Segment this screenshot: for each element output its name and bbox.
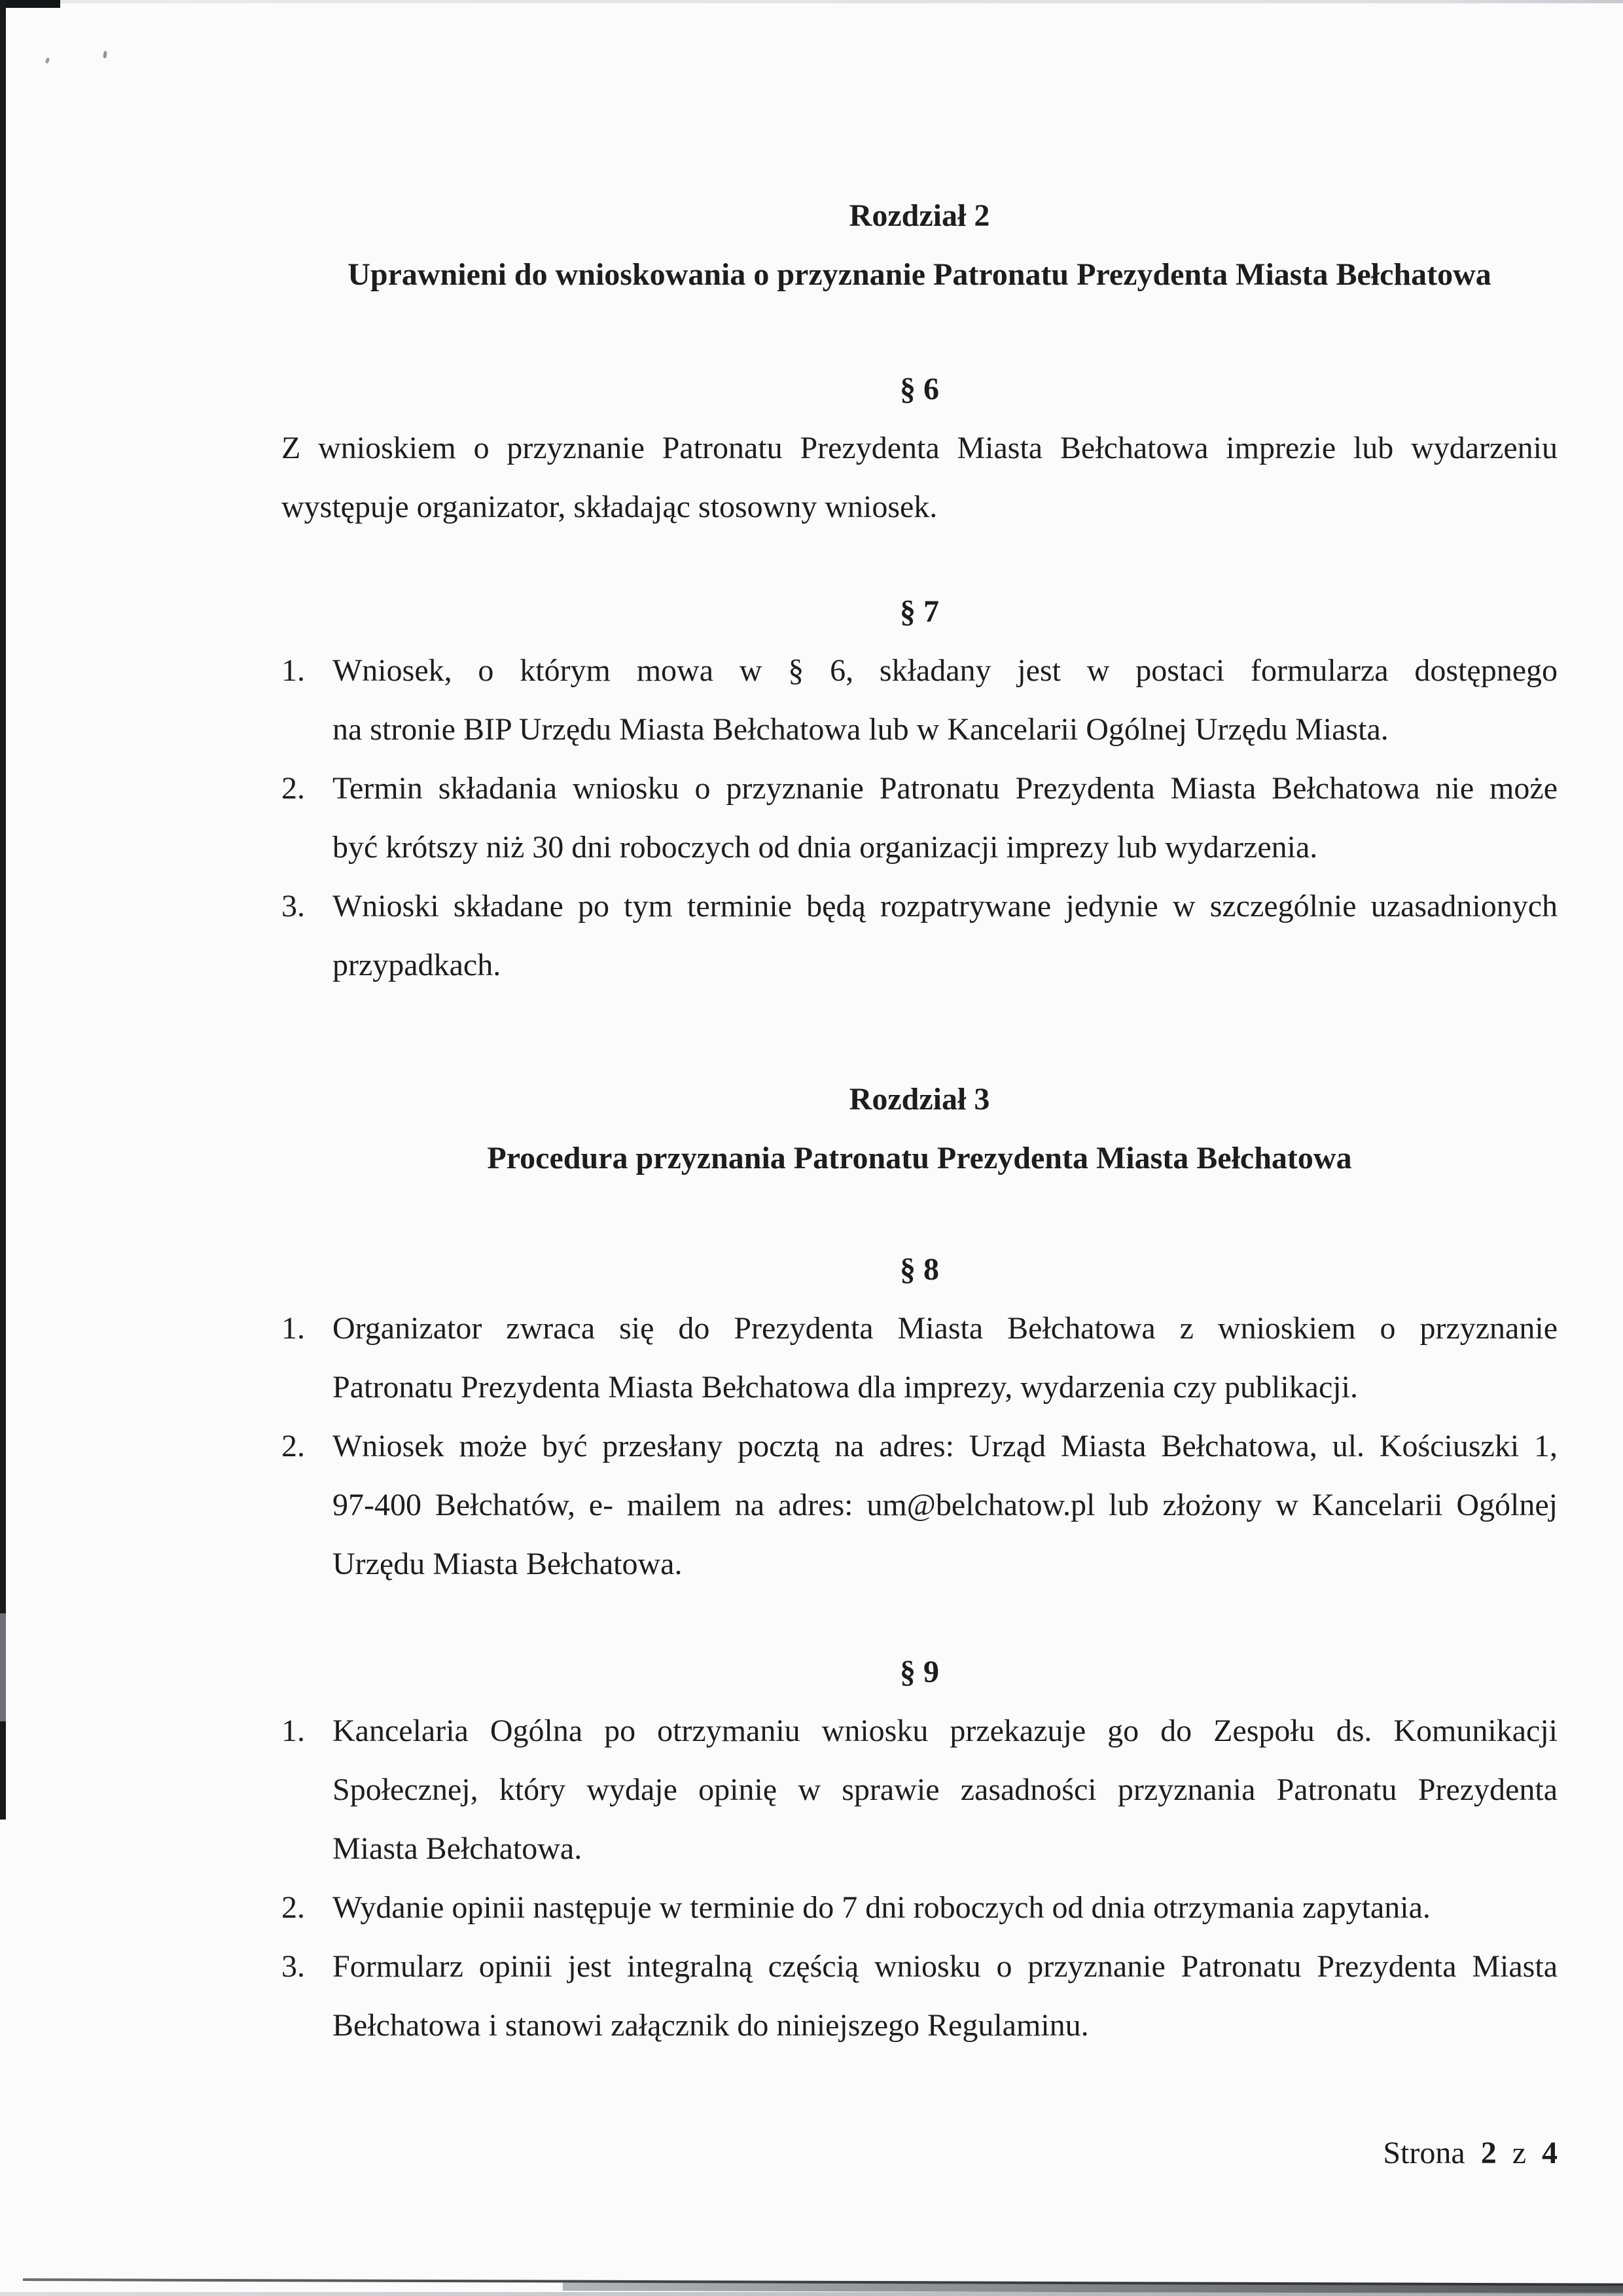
- text-line: Wydanie opinii następuje w terminie do 7 dni roboczych od dnia otrzymania zapytania.: [332, 1890, 1431, 1925]
- list-item-number: 2.: [281, 1890, 305, 1925]
- list-item: [281, 1299, 1558, 1417]
- scan-artifact-left-bar-gray: [0, 1613, 6, 1721]
- footer-of-word: z: [1512, 2136, 1526, 2170]
- list-item-text: [332, 877, 1558, 995]
- scan-artifact-bottom-edge: [0, 2292, 1623, 2296]
- list-item: [281, 759, 1558, 877]
- text-line: Urzędu Miasta Bełchatowa.: [332, 1547, 683, 1581]
- list-item-number: 3.: [281, 889, 305, 924]
- chapter-2-heading: Rozdział 2: [849, 198, 990, 233]
- scan-artifact-corner-block: [0, 0, 60, 8]
- section-8-marker: § 8: [900, 1252, 939, 1287]
- page-number: 2: [1480, 2136, 1497, 2170]
- list-item: [281, 1702, 1558, 1878]
- chapter-3-subheading: Procedura przyznania Patronatu Prezydenta Miasta Bełchatowa: [487, 1141, 1352, 1175]
- text-line: Wniosek, o którym mowa w § 6, składany jest w postaci formularza dostępnego: [332, 653, 1558, 688]
- list-item-text: [332, 1937, 1558, 2055]
- text-line: Termin składania wniosku o przyznanie Patronatu Prezydenta Miasta Bełchatowa nie może: [332, 771, 1558, 806]
- list-item-number: 1.: [281, 653, 305, 688]
- list-item: [281, 1417, 1558, 1594]
- section-6-marker: § 6: [900, 372, 939, 406]
- text-line: Z wnioskiem o przyznanie Patronatu Prezydenta Miasta Bełchatowa imprezie lub wydarzeniu: [281, 431, 1558, 465]
- list-item-text: [332, 1878, 1558, 1937]
- list-item-number: 3.: [281, 1949, 305, 1984]
- section-7-list: [281, 641, 1558, 995]
- chapter-2-subheading: Uprawnieni do wnioskowania o przyznanie Patronatu Prezydenta Miasta Bełchatowa: [348, 257, 1491, 292]
- list-item: [281, 1937, 1558, 2055]
- section-6-paragraph: [281, 419, 1558, 537]
- text-line: Wniosek może być przesłany pocztą na adres: Urząd Miasta Bełchatowa, ul. Kościuszki 1,: [332, 1429, 1558, 1463]
- text-line: Formularz opinii jest integralną częścią wniosku o przyznanie Patronatu Prezydenta Miasta: [332, 1949, 1558, 1984]
- list-item-text: [332, 1417, 1558, 1594]
- text-line: występuje organizator, składając stosowny wniosek.: [281, 490, 938, 524]
- page-footer: [1383, 2124, 1558, 2183]
- footer-label: Strona: [1383, 2136, 1465, 2170]
- list-item-text: [332, 1702, 1558, 1878]
- text-line: być krótszy niż 30 dni roboczych od dnia organizacji imprezy lub wydarzenia.: [332, 830, 1318, 865]
- scan-speck: [45, 57, 50, 63]
- text-line: Społecznej, który wydaje opinię w sprawie zasadności przyznania Patronatu Prezydenta: [332, 1772, 1558, 1807]
- list-item-number: 1.: [281, 1713, 305, 1748]
- text-line: na stronie BIP Urzędu Miasta Bełchatowa lub w Kancelarii Ogólnej Urzędu Miasta.: [332, 712, 1389, 747]
- chapter-3-heading: Rozdział 3: [849, 1082, 990, 1117]
- list-item-text: [332, 641, 1558, 759]
- list-item-text: [332, 1299, 1558, 1417]
- list-item: [281, 1878, 1558, 1937]
- text-line: Kancelaria Ogólna po otrzymaniu wniosku przekazuje go do Zespołu ds. Komunikacji: [332, 1713, 1558, 1748]
- scan-speck: [103, 51, 107, 59]
- list-item-number: 2.: [281, 771, 305, 806]
- scan-artifact-left-bar: [0, 0, 6, 1820]
- document-body: [281, 0, 1558, 2055]
- text-line: Organizator zwraca się do Prezydenta Miasta Bełchatowa z wnioskiem o przyznanie: [332, 1311, 1558, 1346]
- text-line: przypadkach.: [332, 948, 501, 982]
- text-line: Wnioski składane po tym terminie będą rozpatrywane jedynie w szczególnie uzasadnionych: [332, 889, 1558, 924]
- text-line: Miasta Bełchatowa.: [332, 1831, 582, 1866]
- list-item: [281, 641, 1558, 759]
- list-item: [281, 877, 1558, 995]
- section-8-list: [281, 1299, 1558, 1594]
- list-item-text: [332, 759, 1558, 877]
- section-7-marker: § 7: [900, 594, 939, 629]
- total-pages: 4: [1542, 2136, 1558, 2170]
- text-line: Bełchatowa i stanowi załącznik do niniejszego Regulaminu.: [332, 2008, 1089, 2043]
- section-9-marker: § 9: [900, 1655, 939, 1689]
- section-9-list: [281, 1702, 1558, 2055]
- list-item-number: 2.: [281, 1429, 305, 1463]
- text-line: 97-400 Bełchatów, e- mailem na adres: um@belchatow.pl lub złożony w Kancelarii Ogólnej: [332, 1488, 1558, 1522]
- text-line: Patronatu Prezydenta Miasta Bełchatowa dla imprezy, wydarzenia czy publikacji.: [332, 1370, 1358, 1405]
- list-item-number: 1.: [281, 1311, 305, 1346]
